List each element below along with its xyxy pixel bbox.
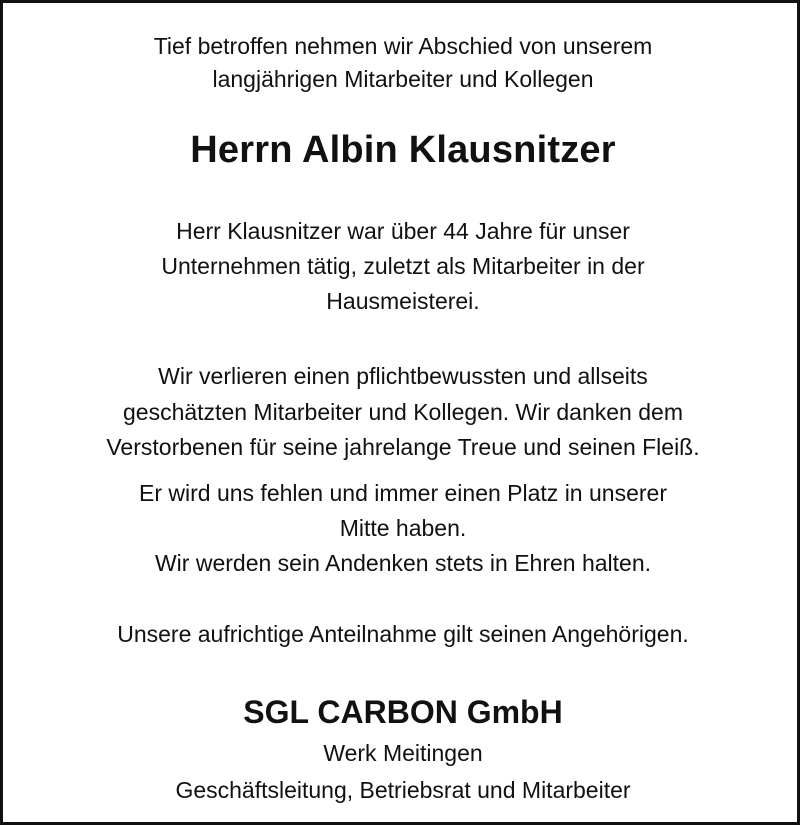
remembrance-line-1: Er wird uns fehlen und immer einen Platz in unserer — [139, 480, 667, 506]
appreciation-line-1: Wir verlieren einen pflichtbewussten und allseits — [158, 363, 648, 389]
remembrance-line-2: Mitte haben. — [339, 515, 467, 541]
company-name: SGL CARBON GmbH — [243, 694, 563, 730]
condolence-line: Unsere aufrichtige Anteilnahme gilt seinen Angehörigen. — [117, 621, 689, 647]
remembrance-line-3: Wir werden sein Andenken stets in Ehren halten. — [154, 550, 652, 576]
tenure-line-1: Herr Klausnitzer war über 44 Jahre für unser — [176, 218, 630, 244]
intro-line-2: langjährigen Mitarbeiter und Kollegen — [212, 66, 594, 92]
company-site: Werk Meitingen — [323, 740, 483, 766]
appreciation-line-2: geschätzten Mitarbeiter und Kollegen. Wir danken dem — [123, 399, 683, 425]
tenure-line-2: Unternehmen tätig, zuletzt als Mitarbeiter in der — [161, 253, 645, 279]
intro-line-1: Tief betroffen nehmen wir Abschied von unserem — [153, 33, 653, 59]
appreciation-line-3: Verstorbenen für seine jahrelange Treue und seinen Fleiß. — [106, 434, 700, 460]
tenure-line-3: Hausmeisterei. — [326, 288, 480, 314]
deceased-name: Herrn Albin Klausnitzer — [190, 129, 616, 171]
company-signatories: Geschäftsleitung, Betriebsrat und Mitarbeiter — [175, 777, 631, 803]
